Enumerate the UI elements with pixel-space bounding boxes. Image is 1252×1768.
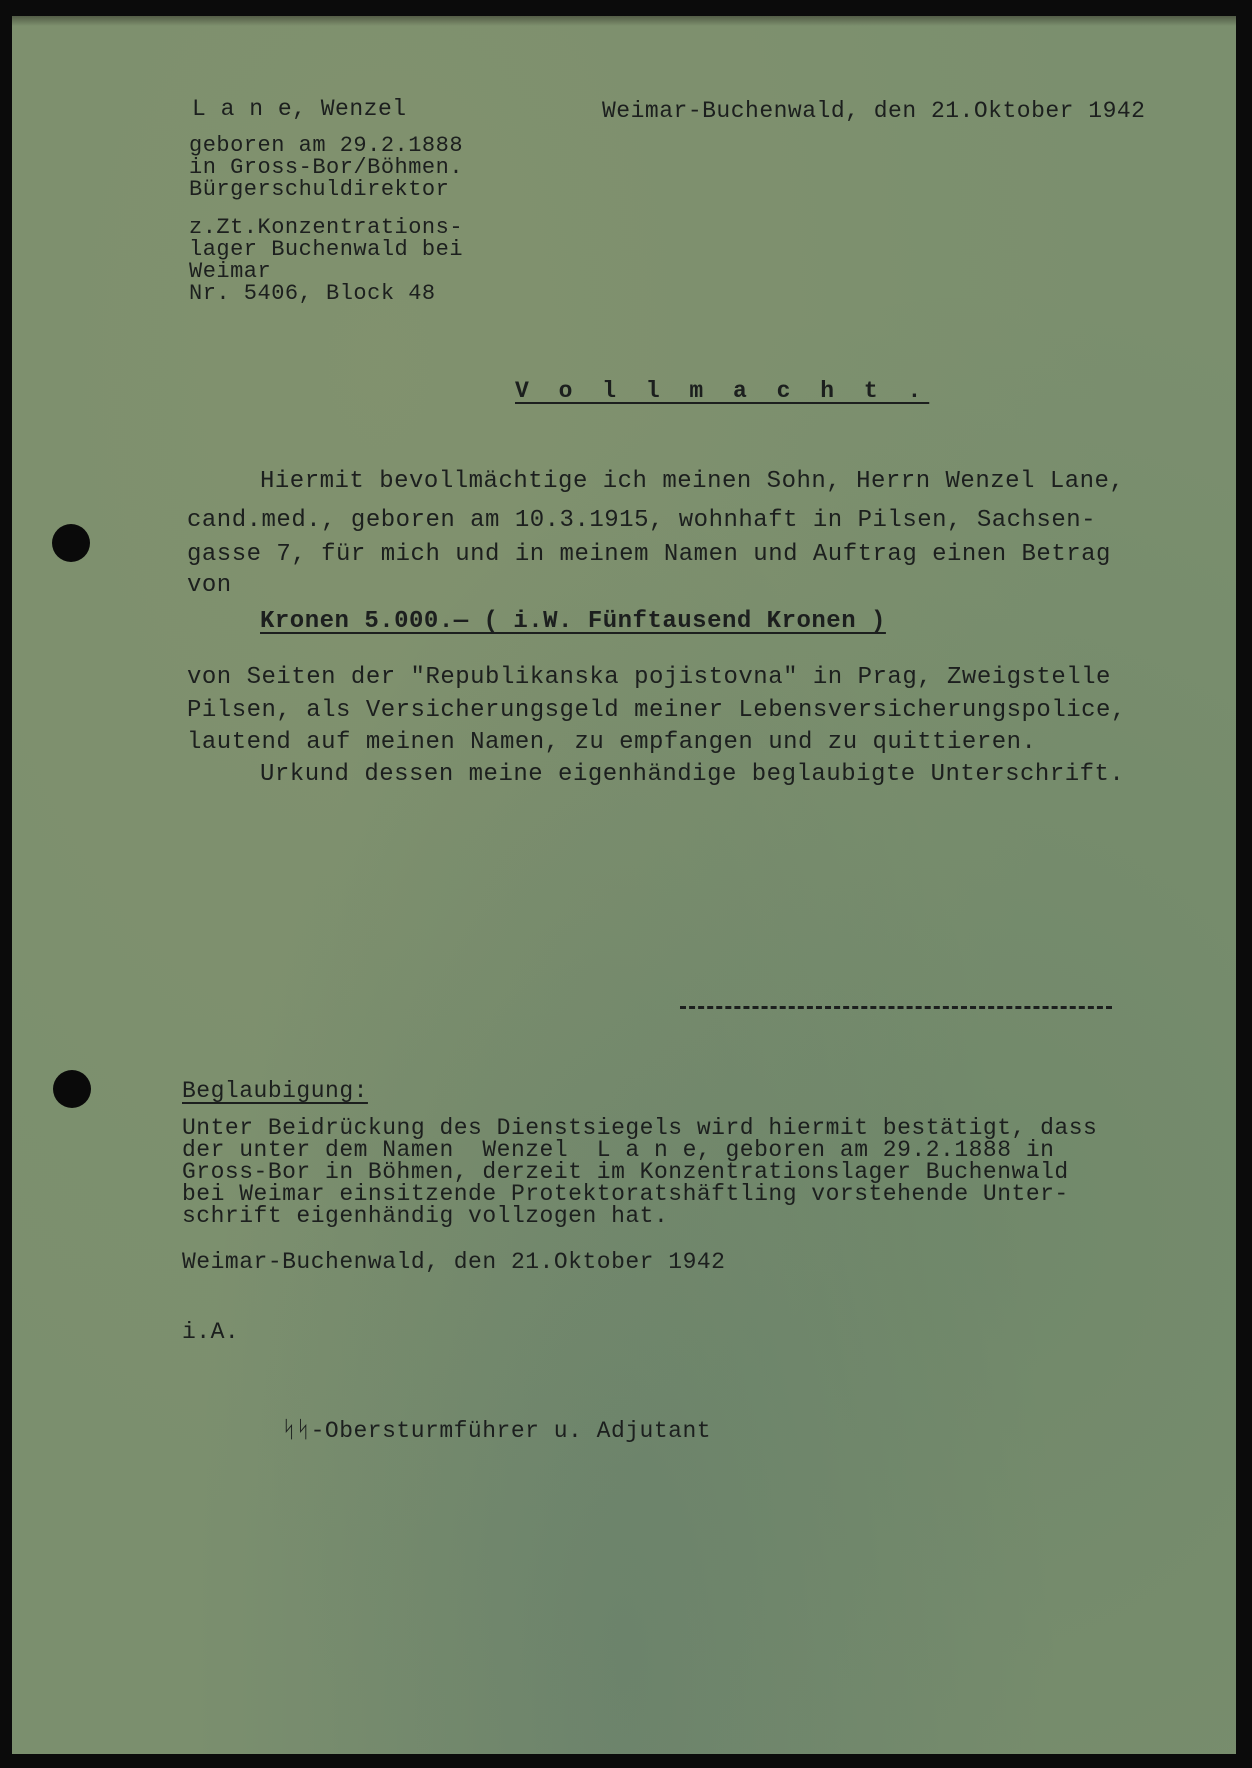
punch-hole-bottom xyxy=(53,1070,91,1108)
sender-name xyxy=(192,96,407,123)
body-line-7: lautend auf meinen Namen, zu empfangen und zu quittieren. xyxy=(187,729,1037,756)
sender-location-3: Weimar xyxy=(189,259,272,284)
body-line-5: von Seiten der "Republikanska pojistovna" in Prag, Zweigstelle xyxy=(187,664,1111,691)
body-line-3: gasse 7, für mich und in meinem Namen und Auftrag einen Betrag xyxy=(187,541,1111,568)
sender-surname: L a n e xyxy=(192,96,293,122)
signature-line xyxy=(680,1006,1112,1009)
certification-line-1: Unter Beidrückung des Dienstsiegels wird hiermit bestätigt, dass xyxy=(182,1115,1098,1141)
certification-ia: i.A. xyxy=(182,1319,240,1345)
certification-place-date: Weimar-Buchenwald, den 21.Oktober 1942 xyxy=(182,1249,726,1275)
certification-line-4: bei Weimar einsitzende Protektoratshäftling vorstehende Unter- xyxy=(182,1181,1069,1207)
certification-line-2: der unter dem Namen Wenzel L a n e, geboren am 29.2.1888 in xyxy=(182,1137,1055,1163)
sender-born-place: in Gross-Bor/Böhmen. xyxy=(189,155,464,180)
sender-location-1: z.Zt.Konzentrations- xyxy=(189,215,464,240)
body-line-2: cand.med., geboren am 10.3.1915, wohnhaft in Pilsen, Sachsen- xyxy=(187,507,1097,534)
body-line-6: Pilsen, als Versicherungsgeld meiner Lebensversicherungspolice, xyxy=(187,697,1126,724)
body-line-4: von xyxy=(187,572,232,599)
body-line-8: Urkund dessen meine eigenhändige beglaubigte Unterschrift. xyxy=(260,761,1125,788)
body-line-1: Hiermit bevollmächtige ich meinen Sohn, Herrn Wenzel Lane, xyxy=(260,468,1125,495)
certification-line-3: Gross-Bor in Böhmen, derzeit im Konzentrationslager Buchenwald xyxy=(182,1159,1069,1185)
punch-hole-top xyxy=(52,524,90,562)
sender-born: geboren am 29.2.1888 xyxy=(189,133,464,158)
sender-prisoner-number: Nr. 5406, Block 48 xyxy=(189,281,436,306)
certification-heading: Beglaubigung: xyxy=(182,1078,368,1104)
document-title: V o l l m a c h t . xyxy=(515,378,930,404)
certification-signatory: ᛋᛋ-Obersturmführer u. Adjutant xyxy=(282,1418,712,1444)
document-sheet xyxy=(12,16,1236,1754)
body-amount: Kronen 5.000.— ( i.W. Fünftausend Kronen ) xyxy=(260,608,886,635)
sender-given-name: , Wenzel xyxy=(292,96,407,122)
sender-location-2: lager Buchenwald bei xyxy=(189,237,464,262)
sender-profession: Bürgerschuldirektor xyxy=(189,177,450,202)
place-date: Weimar-Buchenwald, den 21.Oktober 1942 xyxy=(602,98,1146,124)
certification-line-5: schrift eigenhändig vollzogen hat. xyxy=(182,1203,669,1229)
